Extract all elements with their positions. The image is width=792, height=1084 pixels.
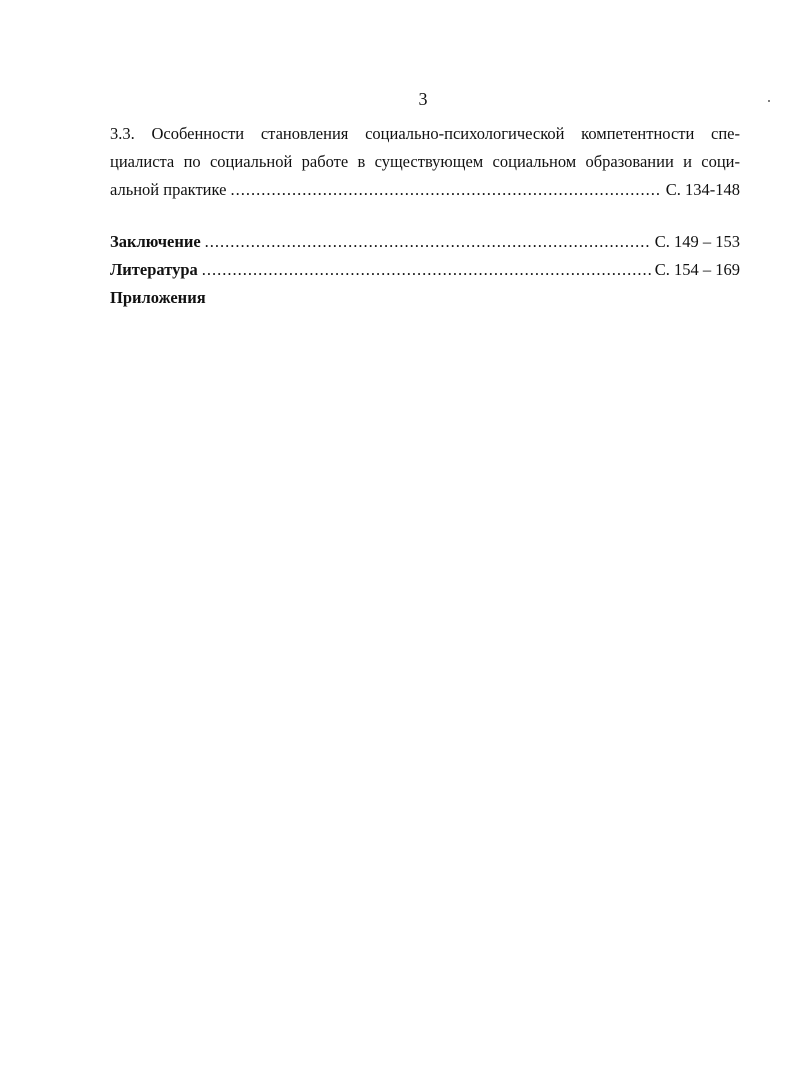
conclusion-pages: С. 149 – 153 xyxy=(654,232,740,251)
toc-entry-appendices xyxy=(110,284,740,312)
section-3-3-pages: С. 134-148 xyxy=(665,180,740,199)
section-3-3-title-end: альной практике xyxy=(110,180,227,199)
toc-entry-conclusion xyxy=(110,228,740,256)
toc-section-3-3 xyxy=(110,120,740,204)
toc-entry-literature xyxy=(110,256,740,284)
leader-dots xyxy=(205,228,651,256)
section-3-3-line-3 xyxy=(110,176,740,204)
section-3-3-line-2: циалиста по социальной работе в существующем социальном образовании и соци- xyxy=(110,152,740,171)
leader-dots xyxy=(230,176,661,204)
appendices-title: Приложения xyxy=(110,288,206,307)
leader-dots xyxy=(202,256,651,284)
section-3-3-line-1: 3.3. Особенности становления социально-психологической компетентности спе- xyxy=(110,124,740,143)
scan-speck xyxy=(768,100,770,102)
toc-main-entries xyxy=(110,228,740,312)
conclusion-title: Заключение xyxy=(110,232,201,251)
literature-title: Литература xyxy=(110,260,198,279)
page-number: 3 xyxy=(418,89,428,109)
literature-pages: С. 154 – 169 xyxy=(654,260,740,279)
